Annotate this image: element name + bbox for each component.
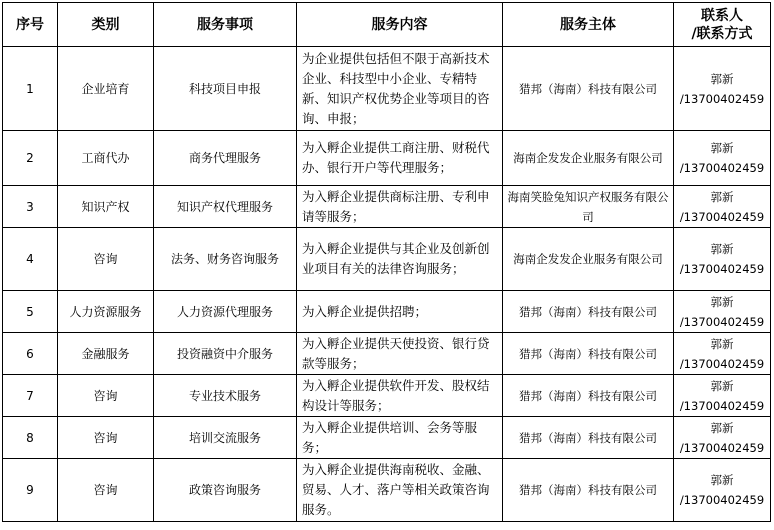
table-row bbox=[3, 131, 771, 186]
header-provider: 服务主体 bbox=[503, 3, 674, 47]
cell-provider: 猎邦（海南）科技有限公司 bbox=[503, 291, 674, 333]
cell-contact bbox=[674, 417, 771, 459]
header-category: 类别 bbox=[58, 3, 154, 47]
cell-provider: 猎邦（海南）科技有限公司 bbox=[503, 333, 674, 375]
cell-item: 政策咨询服务 bbox=[154, 459, 297, 522]
contact-name: 郭新 bbox=[710, 336, 734, 351]
cell-content: 为入孵企业提供与其企业及创新创业项目有关的法律咨询服务； bbox=[297, 228, 503, 291]
contact-phone: /13700402459 bbox=[679, 398, 765, 413]
header-no: 序号 bbox=[3, 3, 58, 47]
cell-contact bbox=[674, 375, 771, 417]
cell-item: 培训交流服务 bbox=[154, 417, 297, 459]
contact-name: 郭新 bbox=[710, 294, 734, 309]
cell-provider: 海南企发发企业服务有限公司 bbox=[503, 228, 674, 291]
cell-provider: 海南笑脸兔知识产权服务有限公司 bbox=[503, 186, 674, 228]
contact-phone: /13700402459 bbox=[679, 356, 765, 371]
contact-phone: /13700402459 bbox=[679, 262, 765, 276]
cell-contact bbox=[674, 459, 771, 522]
cell-item: 人力资源代理服务 bbox=[154, 291, 297, 333]
contact-phone: /13700402459 bbox=[679, 209, 765, 224]
cell-no: 5 bbox=[3, 291, 58, 333]
cell-item: 商务代理服务 bbox=[154, 131, 297, 186]
header-contact-line1: 联系人 bbox=[701, 7, 743, 24]
contact-name: 郭新 bbox=[710, 420, 734, 435]
cell-no: 3 bbox=[3, 186, 58, 228]
table-row bbox=[3, 459, 771, 522]
contact-name: 郭新 bbox=[710, 242, 734, 256]
cell-provider: 猎邦（海南）科技有限公司 bbox=[503, 417, 674, 459]
cell-content: 为入孵企业提供工商注册、财税代办、银行开户等代理服务； bbox=[297, 131, 503, 186]
cell-no: 4 bbox=[3, 228, 58, 291]
contact-name: 郭新 bbox=[710, 141, 734, 155]
cell-contact bbox=[674, 131, 771, 186]
cell-contact bbox=[674, 333, 771, 375]
header-contact bbox=[674, 3, 771, 47]
header-contact-line2: /联系方式 bbox=[691, 25, 753, 42]
table-row bbox=[3, 186, 771, 228]
cell-provider: 猎邦（海南）科技有限公司 bbox=[503, 47, 674, 131]
contact-name: 郭新 bbox=[710, 71, 734, 86]
cell-contact bbox=[674, 47, 771, 131]
cell-no: 1 bbox=[3, 47, 58, 131]
cell-no: 8 bbox=[3, 417, 58, 459]
cell-contact bbox=[674, 186, 771, 228]
cell-category: 企业培育 bbox=[58, 47, 154, 131]
header-item: 服务事项 bbox=[154, 3, 297, 47]
services-table bbox=[2, 2, 771, 522]
cell-content: 为入孵企业提供海南税收、金融、贸易、人才、落户等相关政策咨询服务。 bbox=[297, 459, 503, 522]
cell-item: 法务、财务咨询服务 bbox=[154, 228, 297, 291]
cell-item: 专业技术服务 bbox=[154, 375, 297, 417]
contact-name: 郭新 bbox=[710, 189, 734, 204]
cell-category: 工商代办 bbox=[58, 131, 154, 186]
contact-phone: /13700402459 bbox=[679, 493, 765, 507]
cell-category: 咨询 bbox=[58, 417, 154, 459]
table-row bbox=[3, 228, 771, 291]
cell-category: 咨询 bbox=[58, 228, 154, 291]
cell-contact bbox=[674, 291, 771, 333]
cell-item: 投资融资中介服务 bbox=[154, 333, 297, 375]
cell-content: 为入孵企业提供商标注册、专利申请等服务； bbox=[297, 186, 503, 228]
cell-category: 人力资源服务 bbox=[58, 291, 154, 333]
table-row bbox=[3, 417, 771, 459]
cell-provider: 猎邦（海南）科技有限公司 bbox=[503, 459, 674, 522]
cell-category: 知识产权 bbox=[58, 186, 154, 228]
table-row bbox=[3, 333, 771, 375]
cell-content: 为入孵企业提供招聘； bbox=[297, 291, 503, 333]
cell-no: 7 bbox=[3, 375, 58, 417]
table-row bbox=[3, 375, 771, 417]
cell-contact bbox=[674, 228, 771, 291]
cell-category: 金融服务 bbox=[58, 333, 154, 375]
cell-item: 知识产权代理服务 bbox=[154, 186, 297, 228]
header-content: 服务内容 bbox=[297, 3, 503, 47]
header-row bbox=[3, 3, 771, 47]
cell-content: 为企业提供包括但不限于高新技术企业、科技型中小企业、专精特新、知识产权优势企业等项目的咨询、申报； bbox=[297, 47, 503, 131]
table-row bbox=[3, 47, 771, 131]
cell-content: 为入孵企业提供天使投资、银行贷款等服务； bbox=[297, 333, 503, 375]
cell-category: 咨询 bbox=[58, 375, 154, 417]
contact-name: 郭新 bbox=[710, 473, 734, 487]
cell-provider: 猎邦（海南）科技有限公司 bbox=[503, 375, 674, 417]
cell-no: 6 bbox=[3, 333, 58, 375]
cell-content: 为入孵企业提供培训、会务等服务； bbox=[297, 417, 503, 459]
cell-content: 为入孵企业提供软件开发、股权结构设计等服务； bbox=[297, 375, 503, 417]
contact-phone: /13700402459 bbox=[679, 91, 765, 106]
cell-provider: 海南企发发企业服务有限公司 bbox=[503, 131, 674, 186]
cell-category: 咨询 bbox=[58, 459, 154, 522]
contact-phone: /13700402459 bbox=[679, 161, 765, 175]
cell-no: 9 bbox=[3, 459, 58, 522]
contact-phone: /13700402459 bbox=[679, 440, 765, 455]
contact-name: 郭新 bbox=[710, 378, 734, 393]
table-row bbox=[3, 291, 771, 333]
contact-phone: /13700402459 bbox=[679, 314, 765, 329]
cell-item: 科技项目申报 bbox=[154, 47, 297, 131]
cell-no: 2 bbox=[3, 131, 58, 186]
